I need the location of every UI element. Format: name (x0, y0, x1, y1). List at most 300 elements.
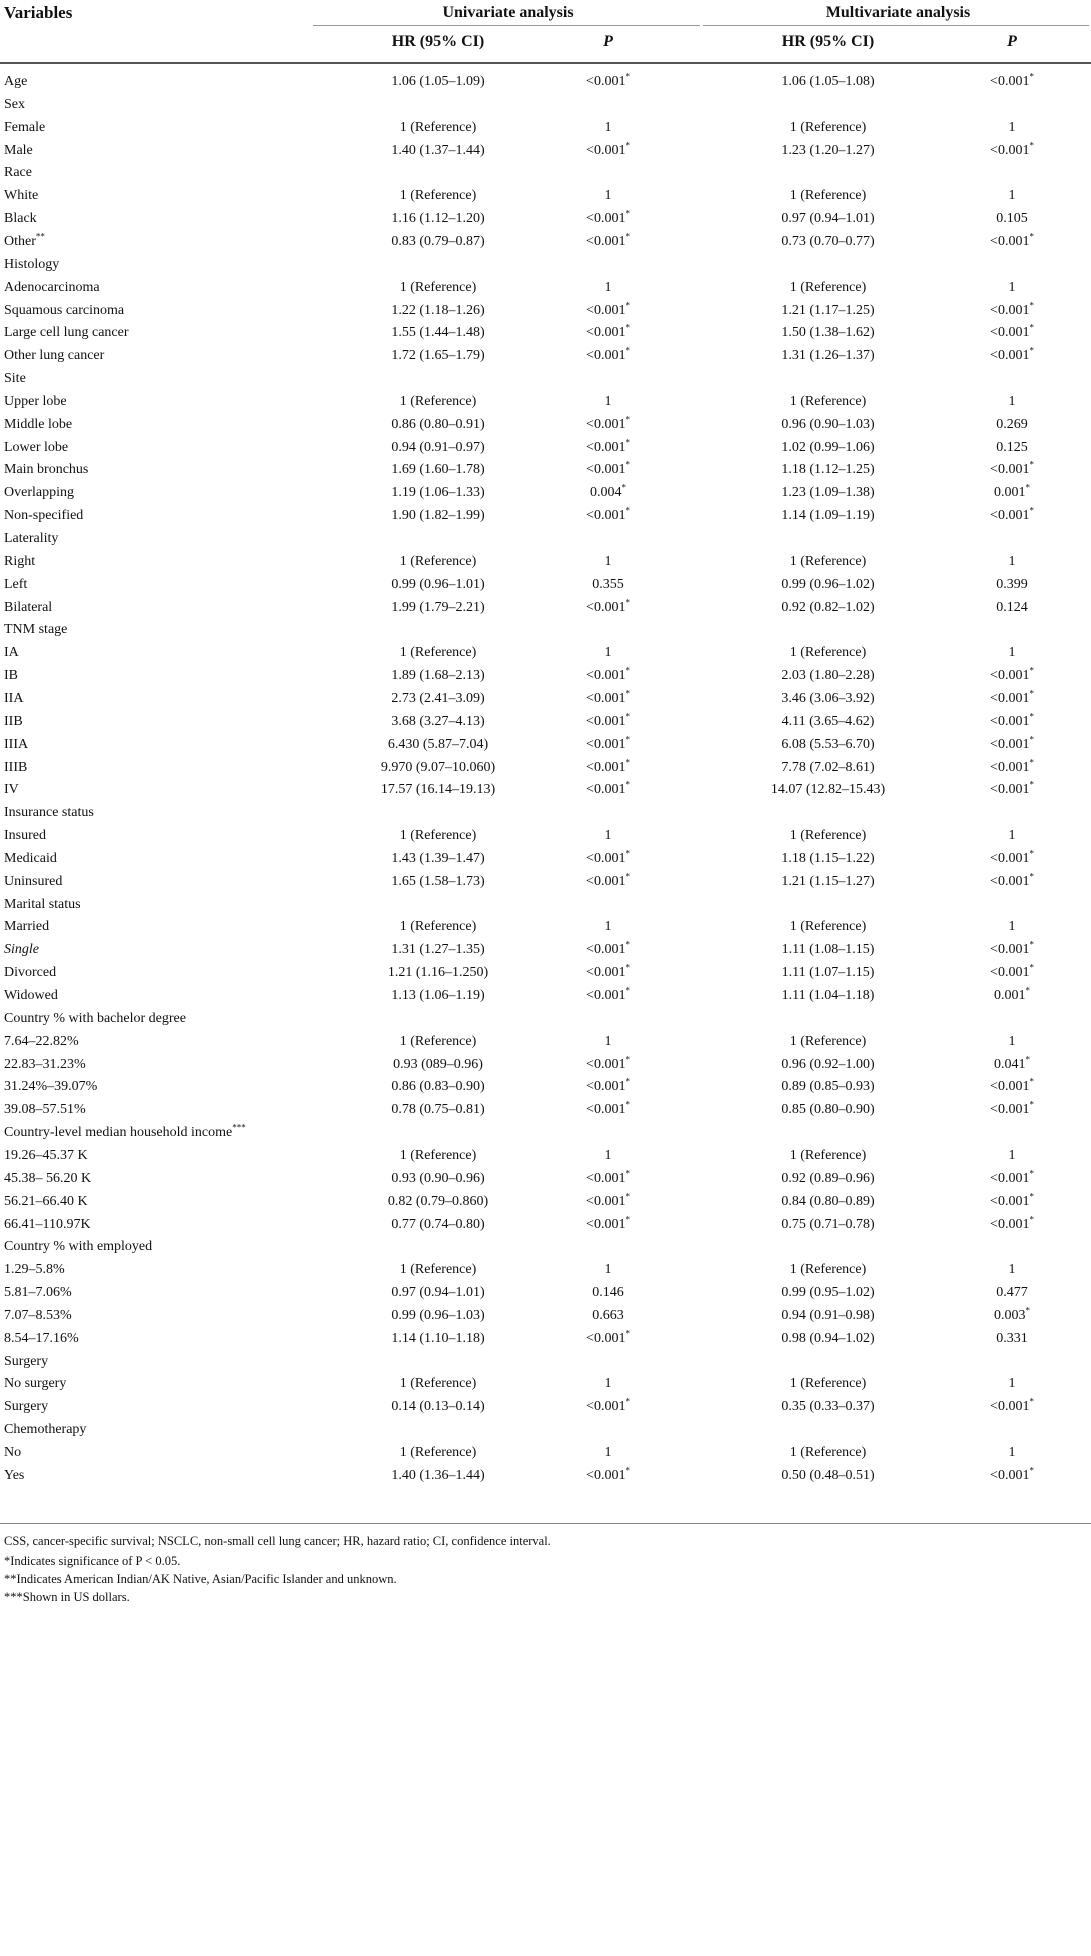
univariate-p-text: <0.001 (586, 1467, 626, 1483)
multivariate-hr-text: 1.50 (1.38–1.62) (781, 325, 875, 341)
univariate-p-text: <0.001 (586, 942, 626, 958)
multivariate-p-text: 0.399 (996, 576, 1028, 592)
univariate-hr-text: 1 (Reference) (399, 279, 477, 295)
univariate-p-text: <0.001 (586, 1216, 626, 1232)
footnote: *Indicates significance of P < 0.05. (4, 1554, 181, 1568)
significance-mark: * (625, 1190, 630, 1201)
significance-mark: * (1029, 322, 1034, 333)
variable-label-text: IIIB (4, 759, 28, 775)
multivariate-hr-text: 0.96 (0.92–1.00) (781, 1056, 875, 1072)
variable-label-text: Black (4, 211, 37, 227)
multivariate-p-text: <0.001 (990, 782, 1030, 798)
multivariate-hr-text: 1.23 (1.09–1.38) (781, 485, 875, 501)
multivariate-hr-text: 0.85 (0.80–0.90) (781, 1102, 875, 1118)
variable-label-text: Left (4, 576, 28, 592)
footnote: **Indicates American Indian/AK Native, Asian/Pacific Islander and unknown. (4, 1572, 397, 1586)
multivariate-hr-text: 1 (Reference) (789, 279, 867, 295)
univariate-hr-text: 0.94 (0.91–0.97) (391, 439, 485, 455)
univariate-p-text: <0.001 (586, 736, 626, 752)
variable-label-text: 45.38– 56.20 K (4, 1170, 92, 1186)
univariate-p-text: 1 (604, 1033, 612, 1049)
univariate-p-text: 1 (604, 919, 612, 935)
multivariate-hr-text: 0.84 (0.80–0.89) (781, 1193, 875, 1209)
univariate-hr-text: 0.86 (0.83–0.90) (391, 1079, 485, 1095)
significance-mark: * (1029, 939, 1034, 950)
variable-label-text: Insurance status (4, 805, 94, 821)
significance-mark: * (625, 299, 630, 310)
univariate-p-text: <0.001 (586, 462, 626, 478)
multivariate-p-text: 0.331 (996, 1330, 1028, 1346)
multivariate-hr-text: 0.94 (0.91–0.98) (781, 1307, 875, 1323)
univariate-p-text: <0.001 (586, 233, 626, 249)
multivariate-hr-text: 0.98 (0.94–1.02) (781, 1330, 875, 1346)
multivariate-hr-text: 0.97 (0.94–1.01) (781, 211, 875, 227)
variable-label-text: Right (4, 553, 36, 569)
univariate-p-text: 1 (604, 645, 612, 661)
significance-mark: * (1025, 1053, 1030, 1064)
univariate-hr-text: 1.13 (1.06–1.19) (391, 988, 485, 1003)
variable-label-text: 19.26–45.37 K (4, 1147, 88, 1163)
multivariate-p-text: 0.001 (994, 988, 1026, 1003)
significance-mark: * (625, 1396, 630, 1407)
variable-label-text: Histology (4, 256, 60, 272)
significance-mark: * (1029, 1213, 1034, 1224)
multivariate-hr-text: 1 (Reference) (789, 119, 867, 135)
significance-mark: * (625, 665, 630, 676)
multivariate-hr-text: 0.89 (0.85–0.93) (781, 1079, 875, 1095)
significance-mark: * (625, 733, 630, 744)
variable-label-text: IIIA (4, 736, 29, 752)
univariate-hr-text: 6.430 (5.87–7.04) (387, 736, 489, 752)
multivariate-hr-text: 1 (Reference) (789, 645, 867, 661)
significance-mark: * (625, 688, 630, 699)
significance-mark: * (1029, 1465, 1034, 1476)
univariate-hr-text: 1.14 (1.10–1.18) (391, 1330, 485, 1346)
multivariate-p-text: <0.001 (990, 302, 1030, 318)
variable-label-text: Surgery (4, 1399, 49, 1415)
univariate-p-text: 0.663 (592, 1307, 624, 1323)
multivariate-hr-text: 1.21 (1.15–1.27) (781, 873, 875, 889)
variable-label-text: 1.29–5.8% (4, 1262, 65, 1278)
univariate-hr-text: 1 (Reference) (399, 553, 477, 569)
univariate-p-text: 1 (604, 828, 612, 844)
multivariate-hr-text: 1.18 (1.15–1.22) (781, 850, 875, 866)
variable-label-text: Adenocarcinoma (4, 279, 100, 295)
variable-label-text: 31.24%–39.07% (4, 1079, 98, 1095)
univariate-p-text: <0.001 (586, 416, 626, 432)
univariate-hr-text: 1.40 (1.37–1.44) (391, 142, 485, 158)
univariate-hr-text: 0.82 (0.79–0.860) (387, 1193, 489, 1209)
multivariate-underline (703, 25, 1089, 26)
univariate-hr-text: 3.68 (3.27–4.13) (391, 713, 485, 729)
multivariate-hr-text: 1.18 (1.12–1.25) (781, 462, 875, 478)
variable-label-text: Squamous carcinoma (4, 302, 125, 318)
univariate-p-text: <0.001 (586, 325, 626, 341)
significance-mark: * (625, 1328, 630, 1339)
multivariate-hr-text: 1.06 (1.05–1.08) (781, 74, 875, 89)
significance-mark: * (1025, 985, 1030, 996)
variable-label-text: Bilateral (4, 599, 53, 615)
variable-label-text: TNM stage (4, 622, 68, 638)
univariate-hr-text: 1.69 (1.60–1.78) (391, 462, 485, 478)
univariate-p-text: <0.001 (586, 211, 626, 227)
significance-mark: * (1029, 505, 1034, 516)
univariate-p-text: <0.001 (586, 690, 626, 706)
multivariate-hr-text: 1 (Reference) (789, 1262, 867, 1278)
variable-label-text: Other lung cancer (4, 348, 105, 364)
univariate-hr-text: 1 (Reference) (399, 1376, 477, 1392)
univariate-hr-text: 1.55 (1.44–1.48) (391, 325, 485, 341)
univariate-p-text: 1 (604, 119, 612, 135)
footnote: ***Shown in US dollars. (4, 1590, 130, 1604)
multivariate-p-text: 0.269 (996, 416, 1028, 432)
significance-mark: * (625, 711, 630, 722)
significance-mark: * (625, 208, 630, 219)
variable-label-text: IB (4, 668, 18, 684)
multivariate-p-text: <0.001 (990, 1102, 1030, 1118)
variable-label-text: Female (4, 119, 46, 135)
univariate-p-text: 1 (604, 1445, 612, 1460)
variable-label-text: Large cell lung cancer (4, 325, 129, 341)
variable-label-text: Widowed (4, 988, 58, 1003)
multivariate-hr-text: 1 (Reference) (789, 1033, 867, 1049)
univariate-hr-text: 17.57 (16.14–19.13) (380, 782, 496, 798)
multivariate-p-text: <0.001 (990, 325, 1030, 341)
variable-label-text: 7.07–8.53% (4, 1307, 72, 1323)
multivariate-hr-text: 0.50 (0.48–0.51) (781, 1467, 875, 1483)
significance-mark: *** (232, 1122, 246, 1133)
significance-mark: * (1029, 711, 1034, 722)
multivariate-hr (703, 1462, 953, 1491)
significance-mark: ** (35, 231, 45, 242)
variable-label-text: Uninsured (4, 873, 63, 889)
multivariate-hr-text: 0.92 (0.89–0.96) (781, 1170, 875, 1186)
significance-mark: * (1029, 779, 1034, 790)
multivariate-p-text: <0.001 (990, 1193, 1030, 1209)
univariate-p-text: <0.001 (586, 1079, 626, 1095)
multivariate-p (952, 1462, 1072, 1491)
univariate-hr-text: 0.77 (0.74–0.80) (391, 1216, 485, 1232)
multivariate-p-text: <0.001 (990, 942, 1030, 958)
header-multivariate-hr: HR (95% CI) (781, 33, 875, 50)
univariate-hr-text: 1.31 (1.27–1.35) (391, 942, 485, 958)
multivariate-p-text: 0.105 (996, 211, 1028, 227)
multivariate-p-text: <0.001 (990, 1170, 1030, 1186)
variable-label-text: Marital status (4, 896, 81, 912)
significance-mark: * (1025, 1305, 1030, 1316)
significance-mark: * (625, 71, 630, 82)
multivariate-hr-text: 1 (Reference) (789, 393, 867, 409)
variable-label-text: Insured (4, 828, 46, 844)
significance-mark: * (1029, 1076, 1034, 1087)
header-multivariate: Multivariate analysis (825, 4, 971, 21)
significance-mark: * (1025, 482, 1030, 493)
univariate-hr-text: 9.970 (9.07–10.060) (380, 759, 496, 775)
univariate-p-text: 1 (604, 1262, 612, 1278)
multivariate-hr-text: 14.07 (12.82–15.43) (770, 782, 886, 798)
variable-label-text: Country % with employed (4, 1239, 153, 1255)
significance-mark: * (625, 756, 630, 767)
significance-mark: * (625, 505, 630, 516)
multivariate-hr-text: 0.35 (0.33–0.37) (781, 1399, 875, 1415)
variable-label (4, 1462, 24, 1491)
multivariate-p-text: <0.001 (990, 462, 1030, 478)
univariate-p-text: 0.355 (592, 576, 624, 592)
multivariate-p-text: 1 (1008, 645, 1016, 661)
variable-label-text: 5.81–7.06% (4, 1285, 72, 1301)
variable-label-text: Race (4, 165, 32, 181)
variable-label-text: 22.83–31.23% (4, 1056, 86, 1072)
header-univariate-hr: HR (95% CI) (391, 33, 485, 50)
significance-mark: * (625, 345, 630, 356)
univariate-hr-text: 0.93 (089–0.96) (393, 1056, 483, 1072)
significance-mark: * (1029, 231, 1034, 242)
variable-label-text: IIB (4, 713, 23, 729)
variable-label-text: IV (4, 782, 19, 798)
significance-mark: * (625, 1099, 630, 1110)
header-multivariate-p: P (1007, 33, 1017, 50)
univariate-hr-text: 1.99 (1.79–2.21) (391, 599, 485, 615)
multivariate-p-text: <0.001 (990, 668, 1030, 684)
multivariate-hr-text: 1 (Reference) (789, 1445, 867, 1460)
significance-mark: * (625, 848, 630, 859)
univariate-p-text: <0.001 (586, 508, 626, 524)
variable-label-text: White (4, 188, 39, 204)
univariate-hr-text: 0.99 (0.96–1.01) (391, 576, 485, 592)
variable-label-text: Male (4, 142, 33, 158)
variable-label-text: Country-level median household income (4, 1125, 233, 1141)
univariate-hr-text: 0.86 (0.80–0.91) (391, 416, 485, 432)
multivariate-p-text: <0.001 (990, 736, 1030, 752)
multivariate-p-text: 1 (1008, 1376, 1016, 1392)
multivariate-p-text: <0.001 (990, 1467, 1030, 1483)
univariate-hr-text: 1 (Reference) (399, 1445, 477, 1460)
multivariate-hr-text: 0.99 (0.96–1.02) (781, 576, 875, 592)
significance-mark: * (625, 962, 630, 973)
header-bottom-rule (0, 62, 1091, 64)
multivariate-p-text: <0.001 (990, 142, 1030, 158)
multivariate-hr-text: 1.23 (1.20–1.27) (781, 142, 875, 158)
univariate-p-text: <0.001 (586, 988, 626, 1003)
multivariate-p-text: <0.001 (990, 1216, 1030, 1232)
significance-mark: * (625, 871, 630, 882)
significance-mark: * (1029, 733, 1034, 744)
variable-label-text: Age (4, 74, 28, 89)
variable-label-text: Country % with bachelor degree (4, 1010, 186, 1026)
header-variables: Variables (4, 3, 73, 22)
variable-label-text: Site (4, 371, 26, 387)
significance-mark: * (1029, 688, 1034, 699)
multivariate-p-text: 0.001 (994, 485, 1026, 501)
header-univariate-p: P (603, 33, 613, 50)
multivariate-hr-text: 1.11 (1.04–1.18) (781, 988, 875, 1003)
significance-mark: * (625, 436, 630, 447)
univariate-p-text: <0.001 (586, 850, 626, 866)
footnote: CSS, cancer-specific survival; NSCLC, non-small cell lung cancer; HR, hazard ratio; CI, confidence interval. (4, 1534, 551, 1548)
variable-label-text: Medicaid (4, 850, 57, 866)
variable-label-text: Divorced (4, 965, 57, 981)
multivariate-p-text: 1 (1008, 1033, 1016, 1049)
multivariate-p-text: <0.001 (990, 965, 1030, 981)
significance-mark: * (625, 1053, 630, 1064)
univariate-p-text: 1 (604, 1376, 612, 1392)
multivariate-hr-text: 1 (Reference) (789, 828, 867, 844)
multivariate-hr-text: 1 (Reference) (789, 919, 867, 935)
multivariate-hr-text: 0.73 (0.70–0.77) (781, 233, 875, 249)
variable-label-text: Non-specified (4, 508, 84, 524)
multivariate-hr-text: 0.96 (0.90–1.03) (781, 416, 875, 432)
multivariate-p-text: 1 (1008, 119, 1016, 135)
multivariate-p-text: 0.125 (996, 439, 1028, 455)
multivariate-hr-text: 1 (Reference) (789, 1376, 867, 1392)
significance-mark: * (625, 1213, 630, 1224)
univariate-underline (313, 25, 700, 26)
significance-mark: * (1029, 139, 1034, 150)
univariate-p-text: <0.001 (586, 1170, 626, 1186)
univariate-p-text: <0.001 (586, 1102, 626, 1118)
multivariate-p-text: 1 (1008, 1147, 1016, 1163)
significance-mark: * (625, 779, 630, 790)
significance-mark: * (1029, 1099, 1034, 1110)
variable-label-text: 39.08–57.51% (4, 1102, 86, 1118)
significance-mark: * (1029, 1168, 1034, 1179)
multivariate-hr-text: 0.92 (0.82–1.02) (781, 599, 875, 615)
univariate-p-text: <0.001 (586, 74, 626, 89)
univariate-hr-text: 1.22 (1.18–1.26) (391, 302, 485, 318)
univariate-hr-text: 0.78 (0.75–0.81) (391, 1102, 485, 1118)
univariate-hr-text: 0.83 (0.79–0.87) (391, 233, 485, 249)
multivariate-hr-text: 1 (Reference) (789, 553, 867, 569)
univariate-p-text: <0.001 (586, 668, 626, 684)
multivariate-hr-text: 2.03 (1.80–2.28) (781, 668, 875, 684)
multivariate-hr-text: 1.11 (1.08–1.15) (781, 942, 875, 958)
univariate-p-text: <0.001 (586, 1399, 626, 1415)
univariate-hr-text: 1 (Reference) (399, 119, 477, 135)
multivariate-p-text: 1 (1008, 1262, 1016, 1278)
significance-mark: * (625, 939, 630, 950)
univariate-hr-text: 1.90 (1.82–1.99) (391, 508, 485, 524)
univariate-hr-text: 1 (Reference) (399, 1033, 477, 1049)
variable-label-text: Overlapping (4, 485, 74, 501)
multivariate-p-text: 1 (1008, 919, 1016, 935)
univariate-hr-text: 1.19 (1.06–1.33) (391, 485, 485, 501)
multivariate-p-text: <0.001 (990, 850, 1030, 866)
variable-label-text: Lower lobe (4, 439, 69, 455)
univariate-p-text: <0.001 (586, 782, 626, 798)
significance-mark: * (1029, 1396, 1034, 1407)
univariate-hr-text: 1 (Reference) (399, 393, 477, 409)
variable-label-text: Chemotherapy (4, 1422, 87, 1438)
univariate-hr-text: 0.99 (0.96–1.03) (391, 1307, 485, 1323)
significance-mark: * (625, 1076, 630, 1087)
univariate-hr-text: 1 (Reference) (399, 188, 477, 204)
significance-mark: * (1029, 848, 1034, 859)
univariate-hr-text: 1.21 (1.16–1.250) (387, 965, 489, 981)
univariate-p-text: 0.146 (592, 1285, 624, 1301)
univariate-p-text: <0.001 (586, 965, 626, 981)
significance-mark: * (1029, 345, 1034, 356)
univariate-p-text: <0.001 (586, 713, 626, 729)
univariate-hr-text: 1.16 (1.12–1.20) (391, 211, 485, 227)
significance-mark: * (625, 1465, 630, 1476)
significance-mark: * (625, 1168, 630, 1179)
univariate-hr-text: 1 (Reference) (399, 645, 477, 661)
univariate-hr-text: 1.89 (1.68–2.13) (391, 668, 485, 684)
multivariate-p-text: <0.001 (990, 873, 1030, 889)
multivariate-p-text: <0.001 (990, 1399, 1030, 1415)
univariate-p-text: 1 (604, 553, 612, 569)
univariate-p-text: <0.001 (586, 599, 626, 615)
variable-label-text: IA (4, 645, 19, 661)
univariate-hr-text: 2.73 (2.41–3.09) (391, 690, 485, 706)
multivariate-hr-text: 0.99 (0.95–1.02) (781, 1285, 875, 1301)
multivariate-p-text: 1 (1008, 393, 1016, 409)
univariate-p-text: 1 (604, 393, 612, 409)
multivariate-hr-text: 3.46 (3.06–3.92) (781, 690, 875, 706)
significance-mark: * (1029, 962, 1034, 973)
univariate-hr-text: 1 (Reference) (399, 1147, 477, 1163)
variable-label-text: Laterality (4, 531, 59, 546)
multivariate-p-text: 1 (1008, 553, 1016, 569)
multivariate-p-text: 1 (1008, 188, 1016, 204)
univariate-p-text: 1 (604, 1147, 612, 1163)
univariate-hr-text: 0.97 (0.94–1.01) (391, 1285, 485, 1301)
univariate-p-text: <0.001 (586, 759, 626, 775)
multivariate-p-text: <0.001 (990, 348, 1030, 364)
significance-mark: * (625, 414, 630, 425)
table-bottom-rule (0, 1523, 1091, 1524)
significance-mark: * (1029, 871, 1034, 882)
univariate-p-text: <0.001 (586, 873, 626, 889)
univariate-p-text: <0.001 (586, 1193, 626, 1209)
multivariate-p-text: <0.001 (990, 233, 1030, 249)
multivariate-p-text: 0.003 (994, 1307, 1026, 1323)
variable-label-text: IIA (4, 690, 24, 706)
variable-label-text: Other (4, 233, 36, 249)
multivariate-hr-text: 0.75 (0.71–0.78) (781, 1216, 875, 1232)
multivariate-p-text: 1 (1008, 1445, 1016, 1460)
variable-label-text: Single (4, 942, 39, 958)
univariate-hr-text: 1.65 (1.58–1.73) (391, 873, 485, 889)
significance-mark: * (625, 596, 630, 607)
multivariate-p-text: <0.001 (990, 1079, 1030, 1095)
significance-mark: * (1029, 299, 1034, 310)
multivariate-hr-text: 7.78 (7.02–8.61) (781, 759, 875, 775)
univariate-hr-text: 1 (Reference) (399, 919, 477, 935)
univariate-p (548, 1462, 668, 1491)
variable-label-text: 8.54–17.16% (4, 1330, 79, 1346)
univariate-hr-text: 1 (Reference) (399, 828, 477, 844)
multivariate-p-text: 0.041 (994, 1056, 1026, 1072)
multivariate-p-text: 0.124 (996, 599, 1028, 615)
significance-mark: * (625, 459, 630, 470)
significance-mark: * (625, 139, 630, 150)
univariate-hr-text: 1.06 (1.05–1.09) (391, 74, 485, 89)
univariate-p-text: <0.001 (586, 348, 626, 364)
variable-label-text: Middle lobe (4, 416, 73, 432)
univariate-hr-text: 0.14 (0.13–0.14) (391, 1399, 485, 1415)
significance-mark: * (621, 482, 626, 493)
multivariate-p-text: 1 (1008, 828, 1016, 844)
variable-label-text: Married (4, 919, 50, 935)
significance-mark: * (625, 231, 630, 242)
multivariate-p-text: <0.001 (990, 713, 1030, 729)
significance-mark: * (1029, 459, 1034, 470)
header-univariate: Univariate analysis (442, 4, 574, 21)
multivariate-hr-text: 1.21 (1.17–1.25) (781, 302, 875, 318)
univariate-p-text: 1 (604, 188, 612, 204)
variable-label-text: Sex (4, 96, 25, 112)
